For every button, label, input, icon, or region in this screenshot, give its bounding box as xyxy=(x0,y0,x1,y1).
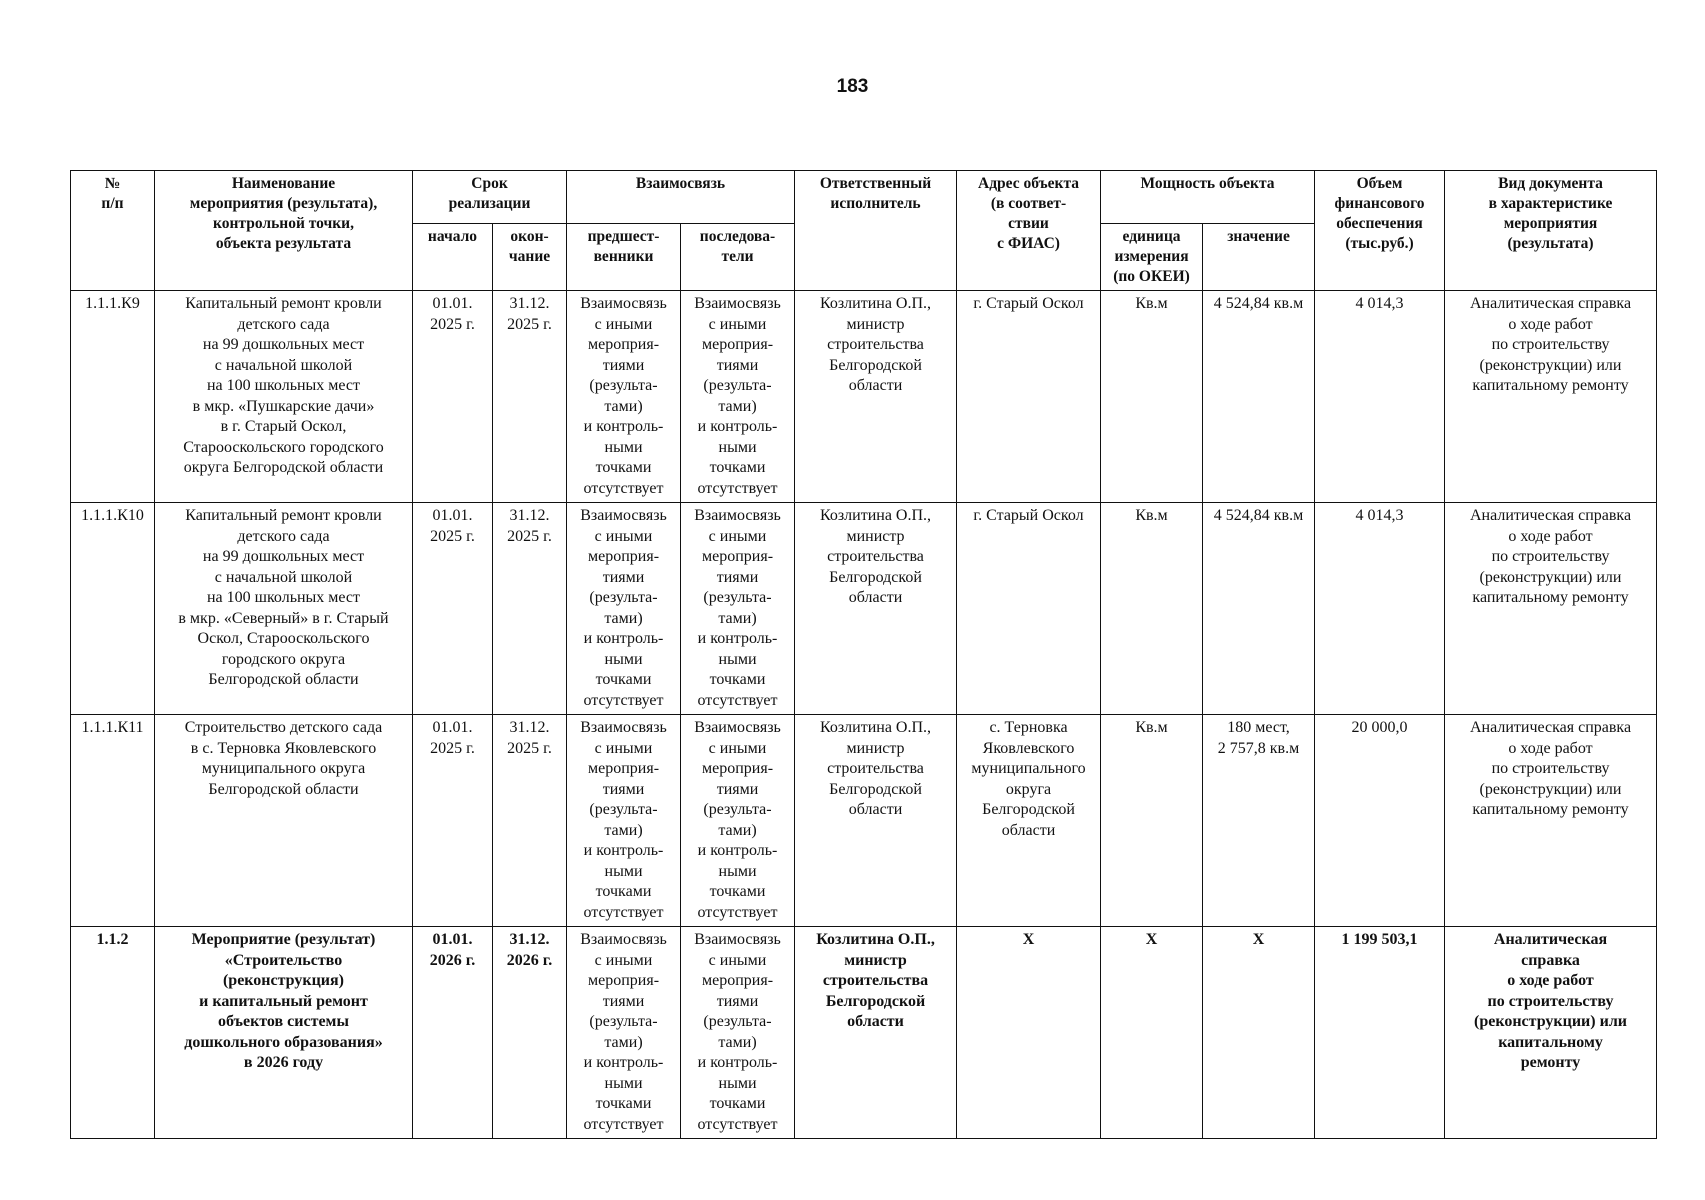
row-doc: Аналитическая справка о ходе работ по строительству (реконструкции) или капитальному ремонту xyxy=(1445,291,1657,503)
row-doc: Аналитическая справка о ходе работ по строительству (реконструкции) или капитальному ремонту xyxy=(1445,927,1657,1139)
row-next: Взаимосвязь с иными мероприя- тиями (результа- тами) и контроль- ными точками отсутствует xyxy=(681,503,795,715)
row-start: 01.01. 2025 г. xyxy=(413,291,493,503)
header-address: Адрес объекта (в соответ- ствии с ФИАС) xyxy=(957,171,1101,291)
row-unit: Кв.м xyxy=(1101,291,1203,503)
row-end: 31.12. 2026 г. xyxy=(493,927,567,1139)
header-num: № п/п xyxy=(71,171,155,291)
header-capacity-unit: единица измерения (по ОКЕИ) xyxy=(1101,224,1203,291)
row-prev: Взаимосвязь с иными мероприя- тиями (результа- тами) и контроль- ными точками отсутствует xyxy=(567,503,681,715)
header-finance: Объем финансового обеспечения (тыс.руб.) xyxy=(1315,171,1445,291)
header-capacity-value: значение xyxy=(1203,224,1315,291)
table-row xyxy=(71,503,1657,715)
row-end: 31.12. 2025 г. xyxy=(493,503,567,715)
row-start: 01.01. 2025 г. xyxy=(413,715,493,927)
header-name: Наименование мероприятия (результата), контрольной точки, объекта результата xyxy=(155,171,413,291)
row-start: 01.01. 2026 г. xyxy=(413,927,493,1139)
header-responsible: Ответственный исполнитель xyxy=(795,171,957,291)
header-link-prev: предшест- венники xyxy=(567,224,681,291)
row-name: Строительство детского сада в с. Терновка Яковлевского муниципального округа Белгородской области xyxy=(155,715,413,927)
row-name: Капитальный ремонт кровли детского сада на 99 дошкольных мест с начальной школой на 100 школьных мест в мкр. «Пушкарские дачи» в г. Старый Оскол, Старооскольского городского округа Белгородской области xyxy=(155,291,413,503)
page-number: 183 xyxy=(836,76,869,97)
row-value: 4 524,84 кв.м xyxy=(1203,503,1315,715)
row-unit: Кв.м xyxy=(1101,715,1203,927)
header-term-end: окон- чание xyxy=(493,224,567,291)
row-responsible: Козлитина О.П., министр строительства Белгородской области xyxy=(795,291,957,503)
row-doc: Аналитическая справка о ходе работ по строительству (реконструкции) или капитальному ремонту xyxy=(1445,715,1657,927)
row-unit: Х xyxy=(1101,927,1203,1139)
row-name: Капитальный ремонт кровли детского сада на 99 дошкольных мест с начальной школой на 100 школьных мест в мкр. «Северный» в г. Старый Оскол, Старооскольского городского округа Белгородской области xyxy=(155,503,413,715)
row-finance: 20 000,0 xyxy=(1315,715,1445,927)
row-prev: Взаимосвязь с иными мероприя- тиями (результа- тами) и контроль- ными точками отсутствует xyxy=(567,927,681,1139)
row-responsible: Козлитина О.П., министр строительства Белгородской области xyxy=(795,715,957,927)
row-prev: Взаимосвязь с иными мероприя- тиями (результа- тами) и контроль- ными точками отсутствует xyxy=(567,291,681,503)
row-end: 31.12. 2025 г. xyxy=(493,715,567,927)
table-row xyxy=(71,291,1657,503)
row-next: Взаимосвязь с иными мероприя- тиями (результа- тами) и контроль- ными точками отсутствует xyxy=(681,291,795,503)
row-address: г. Старый Оскол xyxy=(957,291,1101,503)
row-responsible: Козлитина О.П., министр строительства Белгородской области xyxy=(795,503,957,715)
row-value: Х xyxy=(1203,927,1315,1139)
row-start: 01.01. 2025 г. xyxy=(413,503,493,715)
header-term-start: начало xyxy=(413,224,493,291)
row-address: Х xyxy=(957,927,1101,1139)
header-row-1 xyxy=(71,171,1657,224)
row-doc: Аналитическая справка о ходе работ по строительству (реконструкции) или капитальному ремонту xyxy=(1445,503,1657,715)
row-num: 1.1.1.К10 xyxy=(71,503,155,715)
row-value: 180 мест, 2 757,8 кв.м xyxy=(1203,715,1315,927)
row-prev: Взаимосвязь с иными мероприя- тиями (результа- тами) и контроль- ными точками отсутствует xyxy=(567,715,681,927)
row-address: с. Терновка Яковлевского муниципального округа Белгородской области xyxy=(957,715,1101,927)
row-unit: Кв.м xyxy=(1101,503,1203,715)
row-next: Взаимосвязь с иными мероприя- тиями (результа- тами) и контроль- ными точками отсутствует xyxy=(681,715,795,927)
row-end: 31.12. 2025 г. xyxy=(493,291,567,503)
header-capacity: Мощность объекта xyxy=(1101,171,1315,224)
row-address: г. Старый Оскол xyxy=(957,503,1101,715)
row-value: 4 524,84 кв.м xyxy=(1203,291,1315,503)
header-link: Взаимосвязь xyxy=(567,171,795,224)
row-num: 1.1.1.К9 xyxy=(71,291,155,503)
row-next: Взаимосвязь с иными мероприя- тиями (результа- тами) и контроль- ными точками отсутствует xyxy=(681,927,795,1139)
row-num: 1.1.2 xyxy=(71,927,155,1139)
header-term: Срок реализации xyxy=(413,171,567,224)
row-finance: 4 014,3 xyxy=(1315,291,1445,503)
measures-table xyxy=(70,170,1657,1139)
row-finance: 4 014,3 xyxy=(1315,503,1445,715)
row-num: 1.1.1.К11 xyxy=(71,715,155,927)
row-finance: 1 199 503,1 xyxy=(1315,927,1445,1139)
table-row-summary xyxy=(71,927,1657,1139)
row-name: Мероприятие (результат) «Строительство (реконструкция) и капитальный ремонт объектов системы дошкольного образования» в 2026 году xyxy=(155,927,413,1139)
row-responsible: Козлитина О.П., министр строительства Белгородской области xyxy=(795,927,957,1139)
table-row xyxy=(71,715,1657,927)
header-link-next: последова- тели xyxy=(681,224,795,291)
header-doc-type: Вид документа в характеристике мероприятия (результата) xyxy=(1445,171,1657,291)
